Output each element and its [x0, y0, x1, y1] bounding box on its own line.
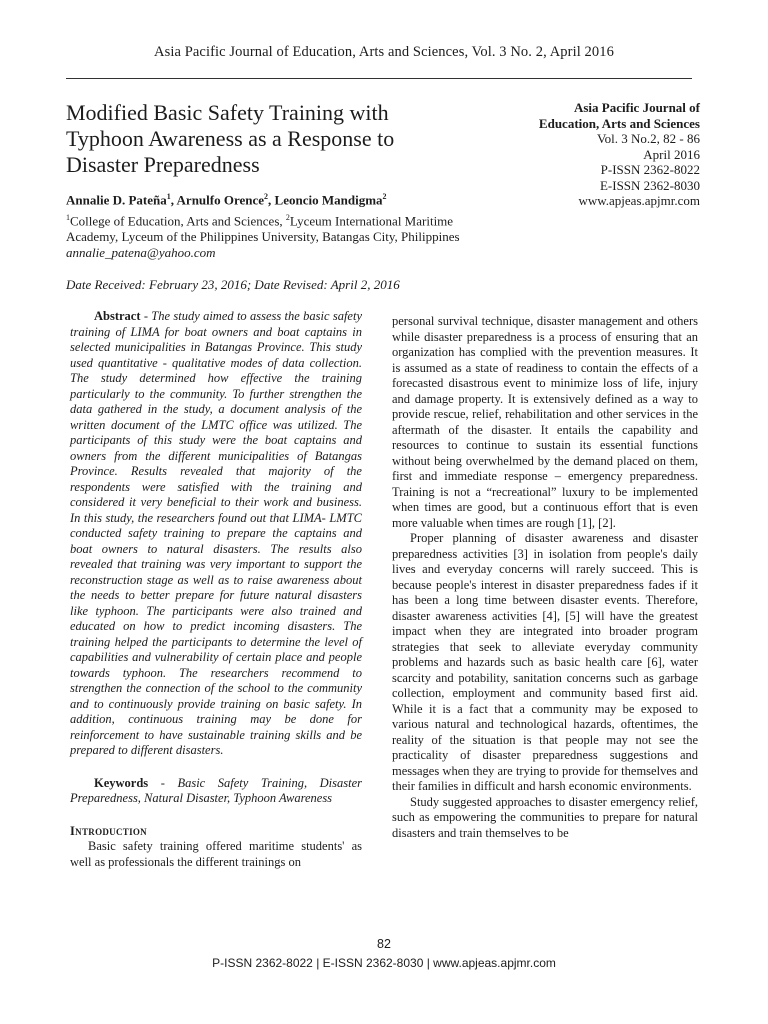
abstract-label: Abstract	[94, 309, 141, 323]
journal-date: April 2016	[643, 146, 700, 162]
affil-marker: 1	[66, 213, 70, 222]
paper-title: Modified Basic Safety Training with Typhoon Awareness as a Response to Disaster Preparedness	[66, 100, 395, 177]
affiliation-text: College of Education, Arts and Sciences,	[70, 213, 286, 229]
keywords-text: - Basic Safety Training, Disaster Preparedness, Natural Disaster, Typhoon Awareness	[70, 775, 362, 805]
abstract-text: - The study aimed to assess the basic safety training of LIMA for boat owners and boat captains in selected municipalities in Batangas Province. This study used quantitative - qualitative modes of data collection. The study determined how effective the training particularly to the community. To further strengthen the data gathered in the study, a document analysis of the written document of the LMTC office was utilized. The participants of this study were the boat captains and owners from the different municipalities of Batangas Province. Results revealed that majority of the respondents were satisfied with the training and considered it very beneficial to their work and business. In this study, the researchers found out that LIMA- LMTC conducted safety training to prepare the captains and boat owners to natural disasters. The results also revealed that training was very important to support the reconstruction stage as well as to raise awareness about the needs to better prepare for future natural disasters like typhoon. The participants were also trained and educated on how to predict incoming disasters. The training helped the participants to determine the level of capabilities and vulnerability of certain place and people towards typhoon. The researchers recommend to strengthen the connection of the school to the community and to continuously provide training on basic safety. In addition, continuous training may be done for reinforcement to have sustainable training skills and be prepared to different disasters.	[70, 309, 362, 757]
running-header: Asia Pacific Journal of Education, Arts and Sciences, Vol. 3 No. 2, April 2016	[154, 44, 614, 60]
body-paragraph: personal survival technique, disaster management and others while disaster preparedness is a process of ensuring that an organization has complied with the prevention measures. It is assumed as a state of readiness to contain the effects of a forecasted disastrous event to minimize loss of life, injury and damage property. It is extensively defined as a way to provide rescue, relief, rehabilitation and other services in the aftermath of the disaster. It entails the capability and resources to continue to sustain its essential functions without being overwhelmed by the demand placed on them, first and immediate response – emergency preparedness. Training is not a “recreational” luxury to be implemented when times are good, but a continuous effort that is even more valuable when times are rough [1], [2].	[392, 314, 698, 530]
body-paragraph: Proper planning of disaster awareness and disaster preparedness activities [3] in isolation from people's daily lives and everyday concerns will rarely succeed. This is because people's interest in disaster preparedness fades if it has been a long time between disaster events. Therefore, disaster awareness activities [4], [5] will have the greatest impact when they are integrated into broader program strategies that seek to alleviate everyday community problems and hazards such as basic health care [6], water scarcity and potability, sanitation concerns such as garbage collection, employment and community based first aid. While it is a fact that a community may be exposed to various natural and technological hazards, oftentimes, the reality of the situation is that people may not see the practicality of disaster preparedness suggestions and messages when they are trying to provide for themselves and their families in difficult and harsh economic environments.	[392, 531, 698, 793]
header-divider	[66, 78, 692, 79]
left-column	[70, 309, 362, 870]
introduction-paragraph: Basic safety training offered maritime students' as well as professionals the different trainings on	[70, 839, 362, 869]
author-affil-marker: 2	[382, 192, 387, 201]
keywords-paragraph	[70, 776, 362, 807]
introduction-heading: Introduction	[70, 823, 147, 838]
author-affil-marker: 1	[166, 192, 171, 201]
keywords-label: Keywords	[94, 775, 149, 790]
affiliation-text: Lyceum International Maritime Academy, Lyceum of the Philippines University, Batangas City, Philippines	[66, 213, 460, 245]
page-number: 82	[377, 937, 391, 951]
abstract-paragraph	[70, 309, 362, 759]
page-footer: P-ISSN 2362-8022 | E-ISSN 2362-8030 | www.apjeas.apjmr.com	[212, 956, 556, 970]
journal-website: www.apjeas.apjmr.com	[578, 193, 700, 208]
journal-pissn: P-ISSN 2362-8022	[600, 162, 700, 177]
submission-dates: Date Received: February 23, 2016; Date Revised: April 2, 2016	[66, 277, 400, 292]
author-affil-marker: 2	[264, 192, 269, 201]
author-list: Annalie D. Pateña$^1$, Arnulfo Orence$^2$, Leoncio Mandigma$^2$	[66, 192, 387, 208]
journal-volume: Vol. 3 No.2, 82 - 86	[596, 131, 700, 146]
author-name: Arnulfo Orence	[176, 192, 265, 208]
journal-name-line2: Education, Arts and Sciences	[538, 115, 700, 131]
affiliations	[66, 210, 496, 261]
author-name: Leoncio Mandigma	[274, 192, 383, 208]
journal-eissn: E-ISSN 2362-8030	[599, 177, 700, 193]
affil-marker: 2	[285, 213, 290, 222]
journal-name-line1: Asia Pacific Journal of	[573, 100, 700, 115]
author-email: annalie_patena@yahoo.com	[66, 245, 216, 261]
right-column	[392, 314, 698, 841]
author-name: Annalie D. Pateña	[66, 192, 167, 208]
body-paragraph: Study suggested approaches to disaster emergency relief, such as empowering the communities to prepare for natural disasters and train themselves to be	[392, 794, 698, 840]
